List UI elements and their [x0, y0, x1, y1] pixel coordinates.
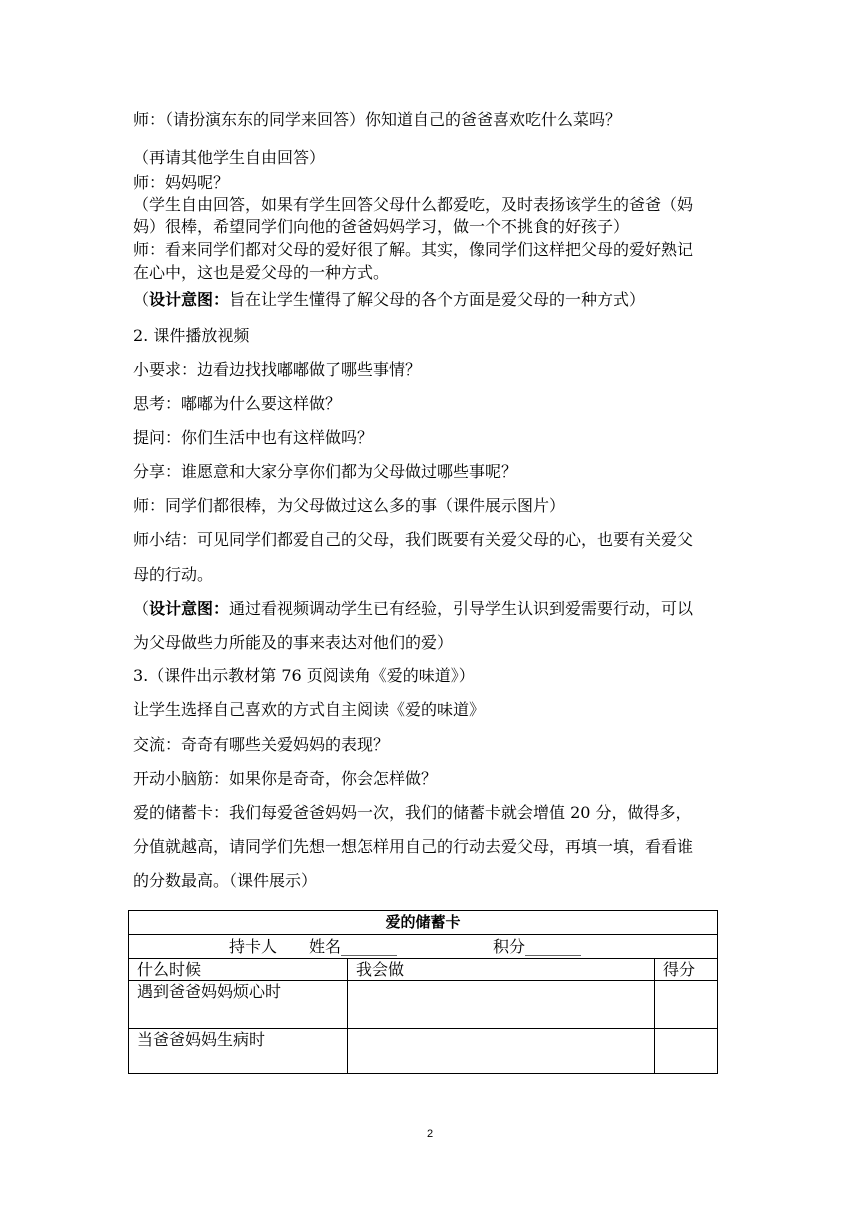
paragraph: 师：妈妈呢？: [133, 173, 230, 192]
cell-when: 遇到爸爸妈妈烦心时: [129, 981, 348, 1028]
table-row: [129, 1029, 717, 1074]
paragraph: 小要求：边看边找找嘟嘟做了哪些事情？: [133, 360, 422, 379]
paragraph: 分享：谁愿意和大家分享你们都为父母做过哪些事呢？: [133, 462, 518, 481]
paragraph: （学生自由回答，如果有学生回答父母什么都爱吃，及时表扬该学生的爸爸（妈: [133, 195, 694, 214]
paragraph: 爱的储蓄卡：我们每爱爸爸妈妈一次，我们的储蓄卡就会增值 20 分，做得多，: [133, 803, 692, 822]
paragraph: 妈）很棒，希望同学们向他的爸爸妈妈学习，做一个不挑食的好孩子）: [133, 217, 630, 236]
page-number: 2: [426, 1128, 434, 1140]
paragraph: 思考：嘟嘟为什么要这样做？: [133, 394, 342, 413]
cell-score: [655, 1029, 717, 1074]
design-intent-label: 设计意图：: [149, 599, 230, 618]
paragraph: 的分数最高。（课件展示）: [133, 871, 318, 890]
design-intent-text: 通过看视频调动学生已有经验，引导学生认识到爱需要行动，可以: [229, 599, 694, 618]
header-score: 得分: [663, 960, 696, 979]
design-intent-text: 旨在让学生懂得了解父母的各个方面是爱父母的一种方式）: [229, 290, 646, 309]
paragraph: 师：（请扮演东东的同学来回答）你知道自己的爸爸喜欢吃什么菜吗？: [133, 110, 622, 129]
paragraph: 为父母做些力所能及的事来表达对他们的爱）: [133, 633, 454, 652]
paragraph: 母的行动。: [133, 565, 214, 584]
design-intent-note: [133, 288, 733, 312]
note-open: （: [133, 599, 150, 618]
paragraph: 让学生选择自己喜欢的方式自主阅读《爱的味道》: [133, 700, 486, 719]
card-holder-row: [129, 935, 717, 959]
card-title-row: [129, 911, 717, 935]
header-i-will-do: 我会做: [348, 959, 655, 980]
table-header-row: [129, 959, 717, 981]
header-when: 什么时候: [129, 959, 348, 980]
cell-when: 当爸爸妈妈生病时: [129, 1029, 348, 1074]
paragraph: 师小结：可见同学们都爱自己的父母，我们既要有关爱父母的心，也要有关爱父: [133, 530, 694, 549]
card-holder-info: 持卡人 姓名_______ 积分_______: [229, 937, 582, 956]
design-intent-label: 设计意图：: [149, 290, 230, 309]
note-open: （: [133, 290, 150, 309]
savings-card-table: [128, 910, 718, 1074]
cell-i-will-do: [348, 1029, 655, 1074]
table-row: [129, 981, 717, 1029]
paragraph: 在心中，这也是爱父母的一种方式。: [133, 263, 390, 282]
paragraph: 师：看来同学们都对父母的爱好很了解。其实，像同学们这样把父母的爱好熟记: [133, 240, 694, 259]
section-heading: 3.（课件出示教材第 76 页阅读角《爱的味道》）: [133, 666, 475, 685]
paragraph: 师：同学们都很棒，为父母做过这么多的事（课件展示图片）: [133, 496, 566, 515]
paragraph: 分值就越高，请同学们先想一想怎样用自己的行动去爱父母，再填一填，看看谁: [133, 837, 694, 856]
paragraph: 提问：你们生活中也有这样做吗？: [133, 428, 374, 447]
card-title: 爱的储蓄卡: [385, 914, 461, 931]
cell-i-will-do: [348, 981, 655, 1028]
paragraph: 开动小脑筋：如果你是奇奇，你会怎样做？: [133, 769, 438, 788]
paragraph: 交流：奇奇有哪些关爱妈妈的表现？: [133, 735, 390, 754]
cell-score: [655, 981, 717, 1028]
section-heading: 2. 课件播放视频: [133, 326, 250, 345]
design-intent-note: [133, 597, 733, 621]
paragraph: （再请其他学生自由回答）: [133, 148, 326, 167]
